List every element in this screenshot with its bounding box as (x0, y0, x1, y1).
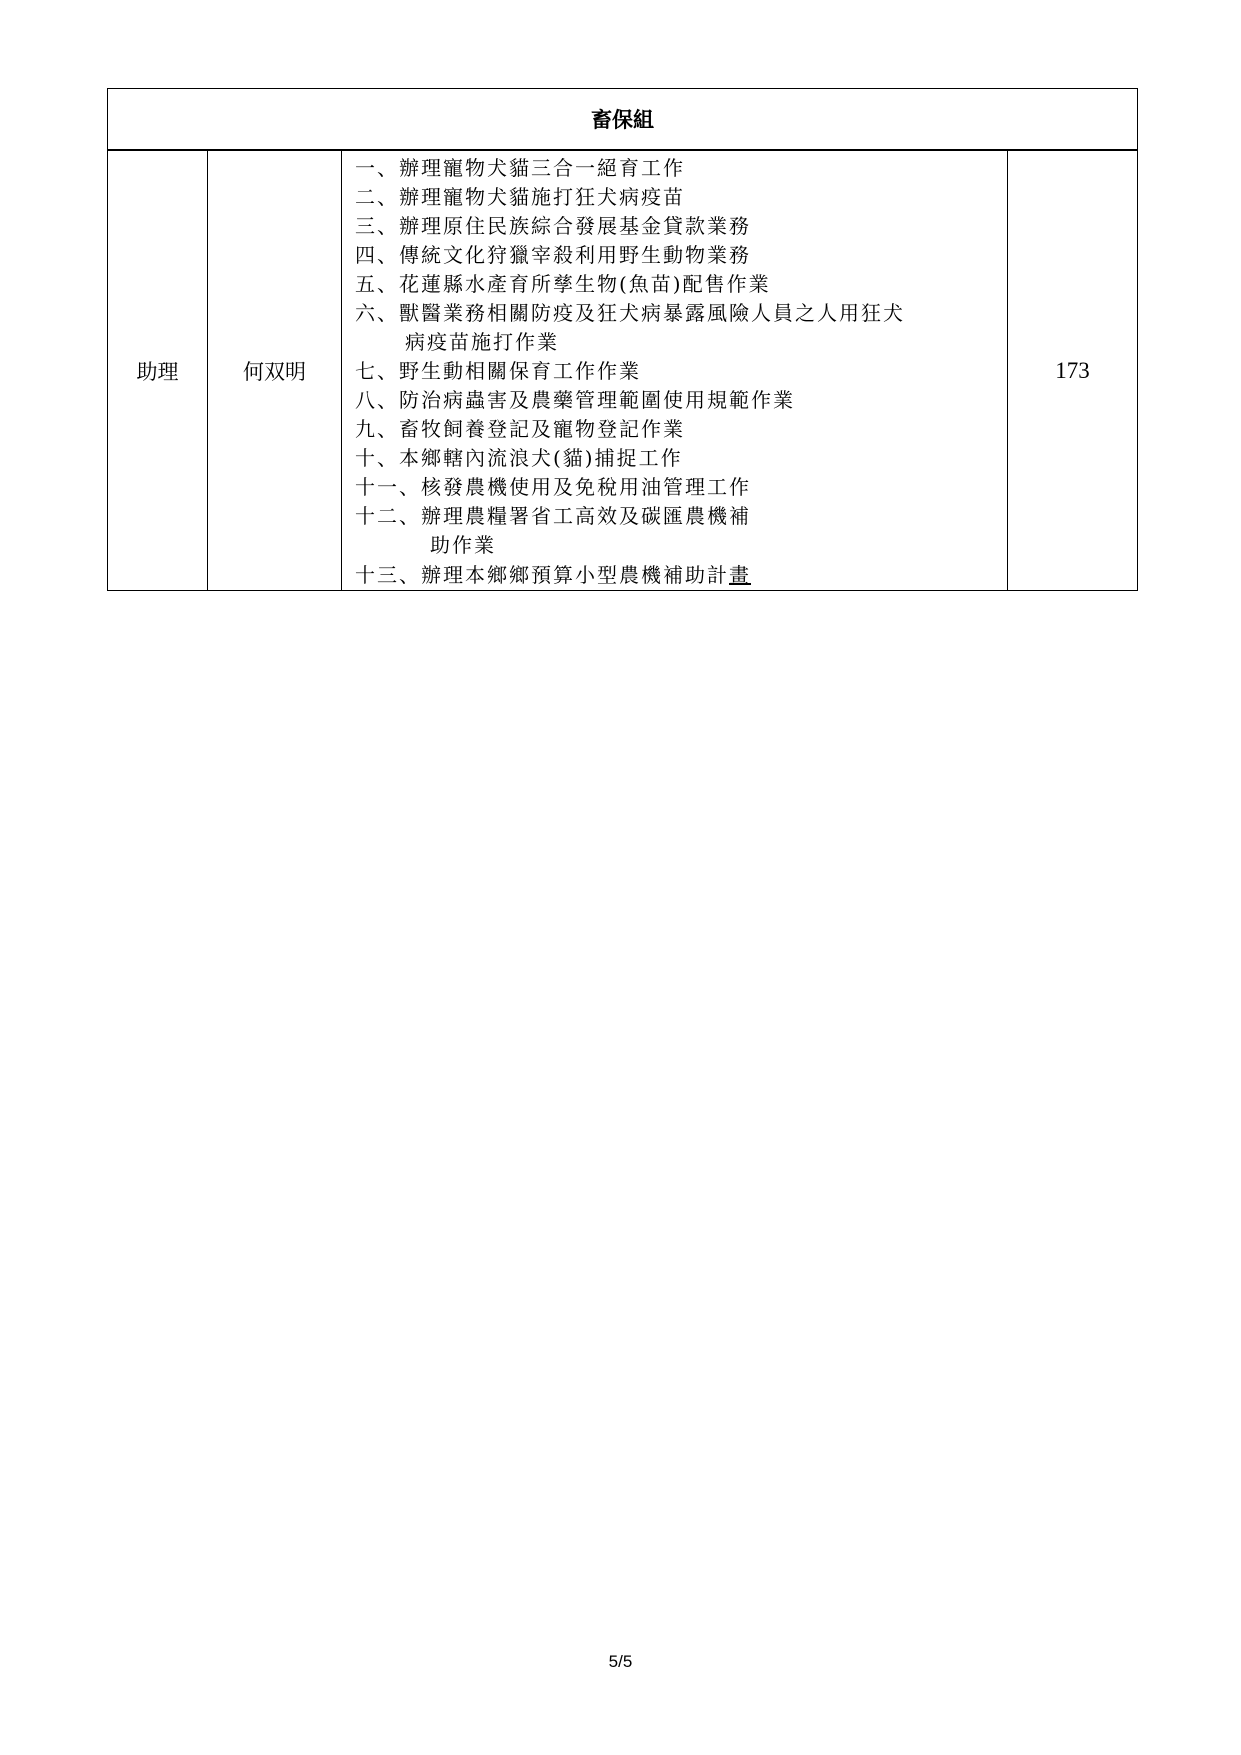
duty-item: 三、辦理原住民族綜合發展基金貸款業務 (355, 214, 751, 238)
job-title-cell: 助理 (108, 150, 208, 591)
duty-item: 二、辦理寵物犬貓施打狂犬病疫苗 (355, 185, 685, 209)
duty-item: 八、防治病蟲害及農藥管理範圍使用規範作業 (355, 388, 795, 412)
duty-item: 十二、辦理農糧署省工高效及碳匯農機補 (355, 504, 751, 528)
duty-item: 五、花蓮縣水產育所孳生物(魚苗)配售作業 (355, 272, 771, 296)
duty-item: 九、畜牧飼養登記及寵物登記作業 (355, 417, 685, 441)
duties-cell (342, 150, 1008, 591)
staff-name-cell: 何双明 (208, 150, 342, 591)
duty-item: 七、野生動相關保育工作作業 (355, 359, 641, 383)
section-header-row (108, 89, 1138, 151)
duty-item: 一、辦理寵物犬貓三合一絕育工作 (355, 156, 685, 180)
duty-table (107, 88, 1138, 591)
table-row (108, 150, 1138, 591)
duty-item (355, 560, 1007, 590)
duty-item-underlined-char: 畫 (729, 563, 751, 587)
duty-item: 十、本鄉轄內流浪犬(貓)捕捉工作 (355, 446, 683, 470)
page-number: 5/5 (608, 1652, 633, 1671)
duty-list (355, 154, 1007, 590)
extension-cell: 173 (1008, 150, 1138, 591)
duty-item-text: 十三、辦理本鄉鄉預算小型農機補助計 (355, 563, 729, 587)
duty-item: 四、傳統文化狩獵宰殺利用野生動物業務 (355, 243, 751, 267)
duty-item-continuation: 助作業 (430, 533, 496, 557)
duty-item: 十一、核發農機使用及免稅用油管理工作 (355, 475, 751, 499)
section-title: 畜保組 (108, 89, 1138, 151)
duty-item: 六、獸醫業務相關防疫及狂犬病暴露風險人員之人用狂犬 (355, 301, 905, 325)
duty-item-continuation: 病疫苗施打作業 (405, 330, 559, 354)
